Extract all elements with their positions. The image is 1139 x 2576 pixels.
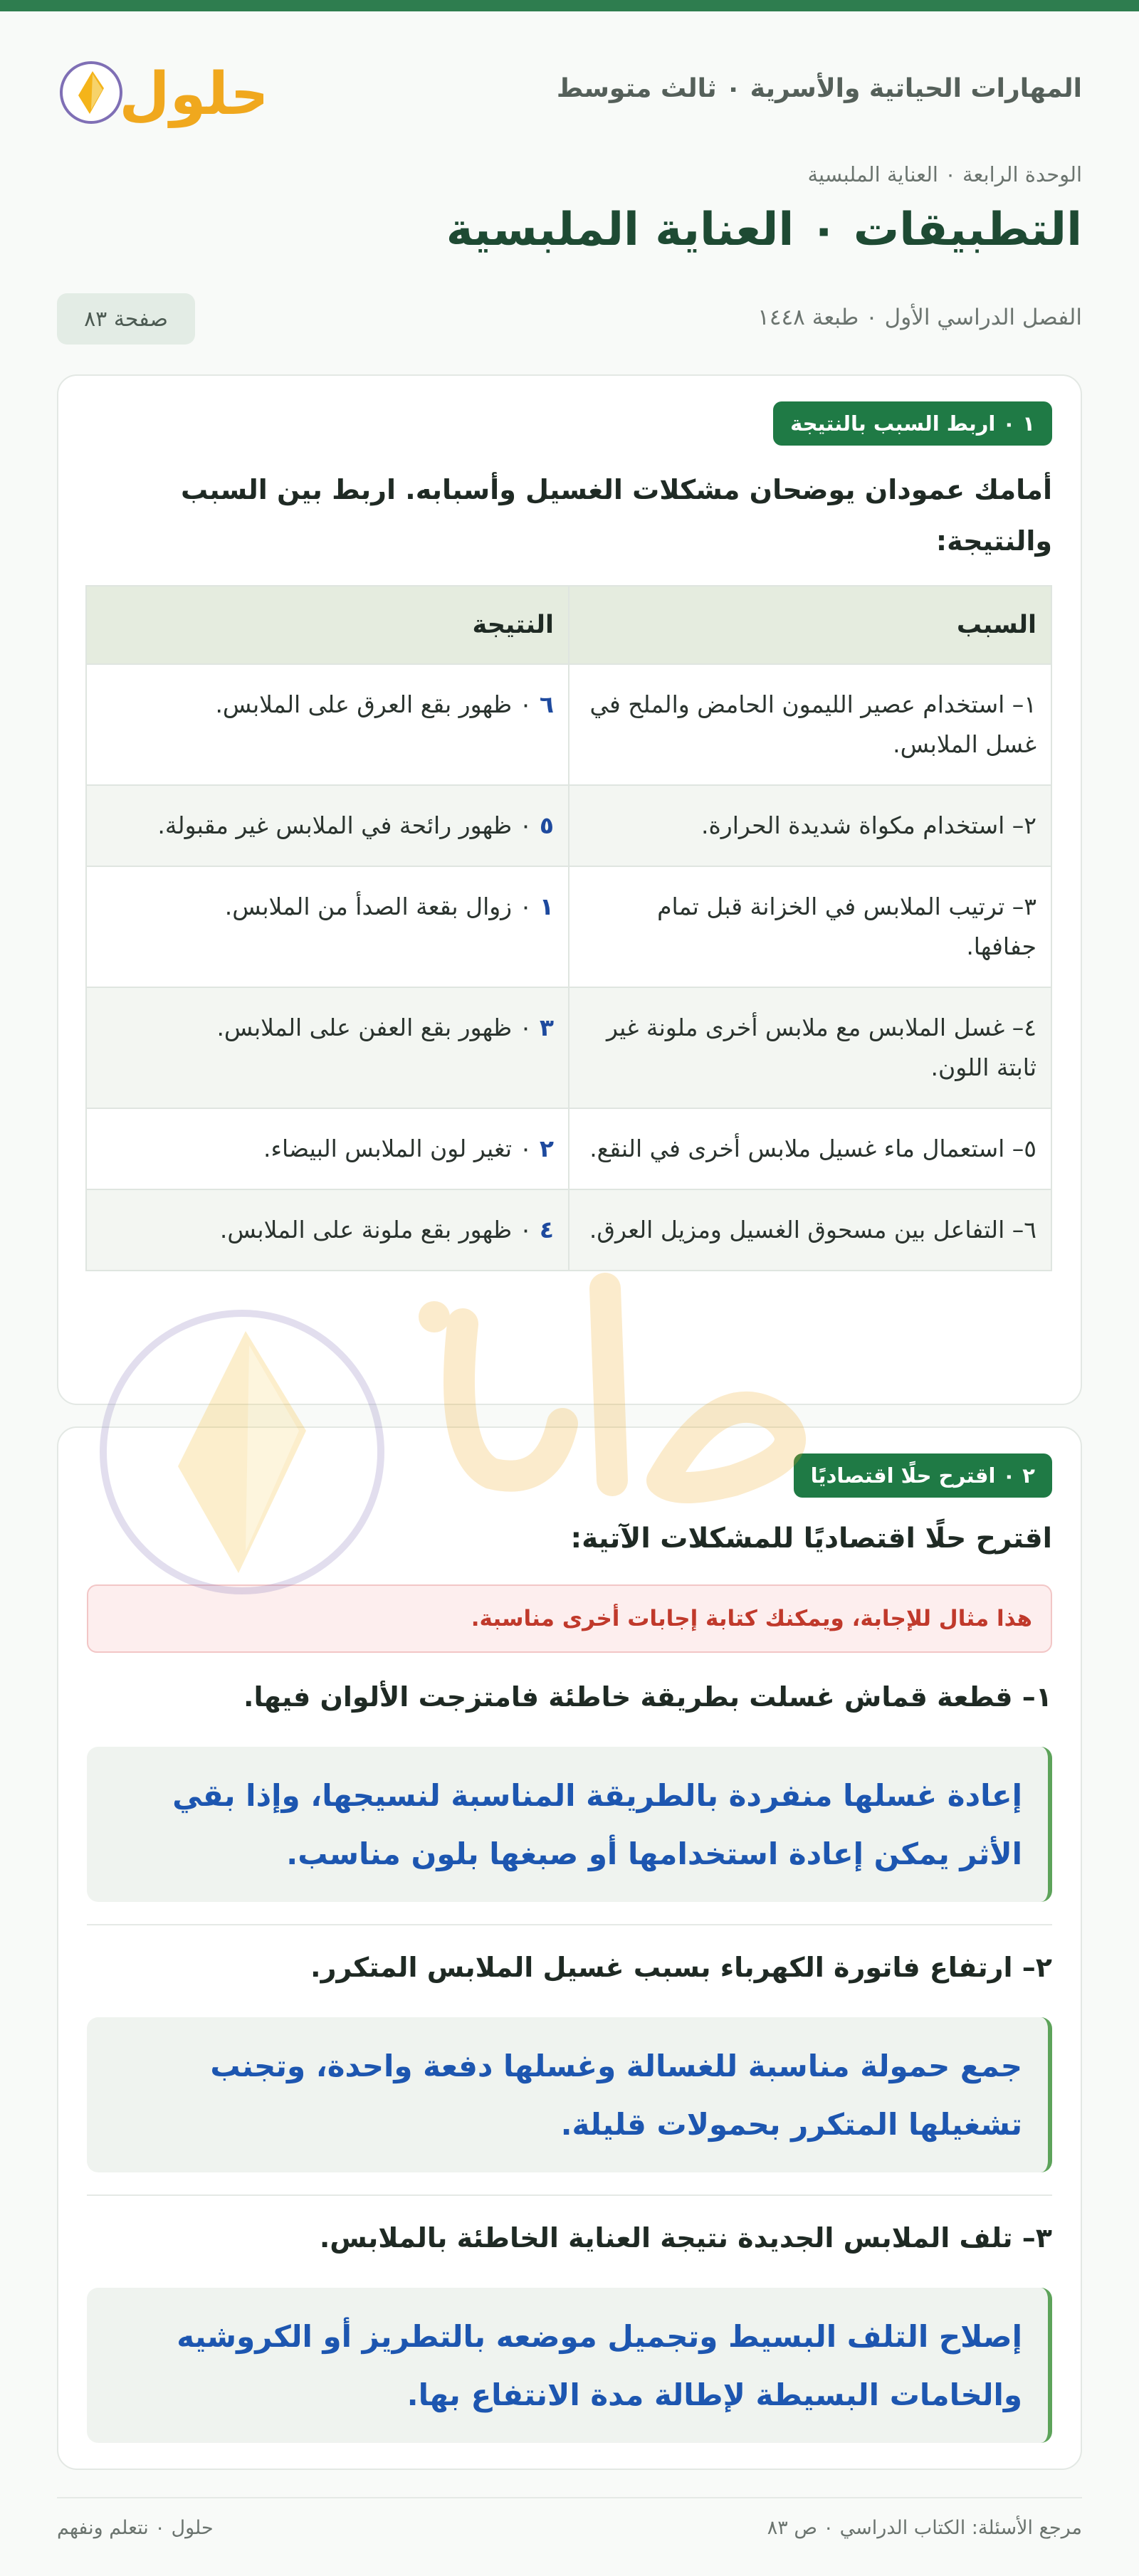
cause-cell: ٣– ترتيب الملابس في الخزانة قبل تمام جفافها. (569, 866, 1051, 987)
table-row (86, 866, 1051, 987)
term-edition: الفصل الدراسي الأول ٠ طبعة ١٤٤٨ (757, 305, 1082, 330)
result-text: ٠ زوال بقعة الصدأ من الملابس. (224, 893, 540, 920)
section-badge: ١ ٠ اربط السبب بالنتيجة (773, 401, 1052, 446)
table-header-row (86, 586, 1051, 664)
result-cell (86, 664, 569, 785)
result-number: ١ (539, 893, 554, 920)
result-cell (86, 1189, 569, 1271)
cause-cell: ٥– استعمال ماء غسيل ملابس أخرى في النقع. (569, 1108, 1051, 1189)
column-header-cause: السبب (569, 586, 1051, 664)
result-number: ٣ (539, 1014, 554, 1041)
result-text: ٠ تغير لون الملابس البيضاء. (263, 1135, 540, 1162)
result-number: ٢ (539, 1135, 554, 1162)
divider (87, 2194, 1052, 2196)
example-note: هذا مثال للإجابة، ويمكنك كتابة إجابات أخرى مناسبة. (87, 1584, 1052, 1653)
result-text: ٠ ظهور بقع ملونة على الملابس. (219, 1216, 540, 1244)
footer-source: مرجع الأسئلة: الكتاب الدراسي ٠ ص ٨٣ (767, 2517, 1082, 2539)
result-cell (86, 785, 569, 866)
result-text: ٠ ظهور رائحة في الملابس غير مقبولة. (157, 811, 540, 839)
answer-box: إصلاح التلف البسيط وتجميل موضعه بالتطريز أو الكروشيه والخامات البسيطة لإطالة مدة الانتفاع بها. (87, 2288, 1052, 2443)
divider (87, 1924, 1052, 1925)
problem-text: ٣– تلف الملابس الجديدة نتيجة العناية الخاطئة بالملابس. (319, 2222, 1052, 2254)
table-row (86, 987, 1051, 1108)
table-row (86, 1189, 1051, 1271)
column-header-result: النتيجة (86, 586, 569, 664)
result-text: ٠ ظهور بقع العرق على الملابس. (215, 690, 540, 718)
unit-breadcrumb: الوحدة الرابعة ٠ العناية الملبسية (807, 162, 1082, 186)
result-cell (86, 1108, 569, 1189)
table-row (86, 664, 1051, 785)
match-section-card (57, 374, 1082, 1405)
top-accent-bar (0, 0, 1139, 11)
hulul-logo (57, 46, 263, 138)
result-text: ٠ ظهور بقع العفن على الملابس. (216, 1014, 540, 1041)
result-number: ٤ (539, 1216, 554, 1244)
solutions-section-card (57, 1426, 1082, 2470)
logo-icon (57, 46, 263, 138)
answer-box: إعادة غسلها منفردة بالطريقة المناسبة لنسيجها، وإذا بقي الأثر يمكن إعادة استخدامها أو صبغها بلون مناسب. (87, 1747, 1052, 1902)
problem-text: ١– قطعة قماش غسلت بطريقة خاطئة فامتزجت الألوان فيها. (243, 1681, 1052, 1713)
table-row (86, 785, 1051, 866)
section-instruction: اقترح حلًا اقتصاديًا للمشكلات الآتية: (570, 1523, 1052, 1555)
section-badge: ٢ ٠ اقترح حلًا اقتصاديًا (794, 1453, 1052, 1498)
result-number: ٥ (539, 811, 554, 839)
logo-text: حلول (119, 61, 263, 128)
page-header (57, 46, 1082, 138)
cause-cell: ٢– استخدام مكواة شديدة الحرارة. (569, 785, 1051, 866)
section-instruction: أمامك عمودان يوضحان مشكلات الغسيل وأسبابه. اربط بين السبب والنتيجة: (181, 474, 1052, 557)
result-cell (86, 866, 569, 987)
answer-box: جمع حمولة مناسبة للغسالة وغسلها دفعة واحدة، وتجنب تشغيلها المتكرر بحمولات قليلة. (87, 2017, 1052, 2172)
subject-title: المهارات الحياتية والأسرية ٠ ثالث متوسط (556, 74, 1082, 103)
result-cell (86, 987, 569, 1108)
result-number: ٦ (539, 690, 554, 718)
page-title: التطبيقات ٠ العناية الملبسية (446, 204, 1082, 256)
cause-cell: ١– استخدام عصير الليمون الحامض والملح في غسل الملابس. (569, 664, 1051, 785)
cause-cell: ٦– التفاعل بين مسحوق الغسيل ومزيل العرق. (569, 1189, 1051, 1271)
table-row (86, 1108, 1051, 1189)
page-number-badge: صفحة ٨٣ (57, 293, 195, 345)
problem-text: ٢– ارتفاع فاتورة الكهرباء بسبب غسيل الملابس المتكرر. (310, 1952, 1052, 1983)
cause-result-table (85, 585, 1052, 1271)
footer-divider (57, 2497, 1082, 2498)
footer-brand: حلول ٠ نتعلم ونفهم (57, 2517, 214, 2539)
cause-cell: ٤– غسل الملابس مع ملابس أخرى ملونة غير ثابتة اللون. (569, 987, 1051, 1108)
